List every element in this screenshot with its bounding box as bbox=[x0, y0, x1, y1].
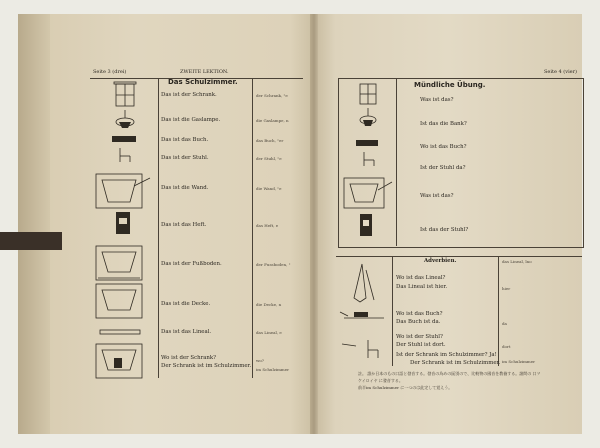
bookmark-ribbon bbox=[0, 232, 62, 250]
translation-row: das Lineal, e bbox=[256, 330, 282, 335]
notebook-illustration bbox=[360, 214, 372, 236]
translation-row: die Wand, "e bbox=[256, 186, 282, 191]
exercise-question: Wo ist das Buch? bbox=[420, 144, 467, 150]
adverb-note: das Lineal, lno bbox=[502, 259, 532, 264]
book-on-table-illustration bbox=[340, 312, 384, 318]
rule-adverbs-top bbox=[336, 256, 582, 257]
exercise-question: Ist der Stuhl da? bbox=[420, 165, 466, 171]
ruler-illustration bbox=[100, 330, 140, 334]
gas-lamp-illustration bbox=[116, 110, 134, 128]
oral-exercise-title: Mündliche Übung. bbox=[414, 81, 486, 89]
sentence-row: Das ist das Heft. bbox=[161, 222, 207, 228]
rule-column-1 bbox=[158, 78, 159, 378]
exercise-question: Was ist das? bbox=[420, 193, 454, 199]
adverb-note: dort bbox=[502, 344, 511, 349]
book-illustration bbox=[356, 140, 378, 146]
adverb-line: Wo ist der Stuhl? bbox=[396, 334, 443, 340]
sentence-row: Das ist das Lineal. bbox=[161, 329, 212, 335]
translation-row: das Heft, e bbox=[256, 223, 279, 228]
adverb-note: hier bbox=[502, 286, 511, 291]
chair-over-there-illustration bbox=[342, 340, 378, 358]
page-edge bbox=[18, 14, 50, 434]
translation-row: der Stuhl, "e bbox=[256, 156, 282, 161]
right-page-number: Seite 4 (vier) bbox=[544, 69, 577, 75]
adverb-line: Ist der Schrank im Schulzimmer? Ja! bbox=[396, 352, 497, 358]
book-gutter bbox=[310, 14, 318, 434]
sentence-row: Das ist die Wand. bbox=[161, 185, 209, 191]
adverb-line: Wo ist das Lineal? bbox=[396, 275, 446, 281]
adverb-line: Das Lineal ist hier. bbox=[396, 284, 448, 290]
question-line: Wo ist der Schrank? bbox=[161, 355, 217, 361]
exercise-illustrations bbox=[342, 82, 394, 244]
adverb-line: Der Schrank ist im Schulzimmer. bbox=[410, 360, 501, 366]
sentence-row: Das ist der Fußboden. bbox=[161, 261, 222, 267]
rule-top bbox=[90, 78, 303, 79]
hand-ruler-illustration bbox=[354, 264, 374, 302]
footnote-line: ケイロイヤ に發音する。 bbox=[358, 378, 403, 383]
translation-row: wo? bbox=[256, 358, 264, 363]
cabinet-illustration bbox=[360, 84, 376, 104]
adverb-line: Der Stuhl ist dort. bbox=[396, 342, 446, 348]
chair-illustration bbox=[120, 148, 130, 162]
wall-illustration bbox=[96, 174, 150, 208]
sentence-row: Das ist die Gaslampe. bbox=[161, 117, 221, 123]
exercise-question: Was ist das? bbox=[420, 97, 454, 103]
translation-row: im Schulzimmer bbox=[256, 367, 290, 372]
lesson-heading: ZWEITE LEKTION. bbox=[180, 69, 229, 75]
chair-illustration bbox=[364, 152, 374, 166]
exercise-question: Ist das der Stuhl? bbox=[420, 227, 469, 233]
left-page-title: Das Schulzimmer. bbox=[168, 78, 238, 86]
adverbs-column-2 bbox=[498, 256, 499, 366]
translation-row: die Decke, n bbox=[256, 302, 282, 307]
ceiling-illustration bbox=[96, 284, 142, 318]
translation-row: der Schrank, "e bbox=[256, 93, 288, 98]
sentence-row: Das ist die Decke. bbox=[161, 301, 211, 307]
adverb-illustrations bbox=[338, 262, 390, 364]
classroom-illustration bbox=[96, 344, 142, 378]
sentence-row: Das ist der Schrank. bbox=[161, 92, 217, 98]
left-page-number: Seite 3 (drei) bbox=[93, 69, 127, 75]
adverbs-title: Adverbien. bbox=[424, 258, 457, 264]
book-illustration bbox=[112, 136, 136, 142]
adverb-note: da bbox=[502, 321, 507, 326]
adverbs-column-1 bbox=[392, 256, 393, 366]
gas-lamp-illustration bbox=[360, 108, 376, 126]
cabinet-illustration bbox=[114, 82, 136, 106]
adverb-line: Das Buch ist da. bbox=[396, 319, 441, 325]
translation-row: der Fussboden, " bbox=[256, 262, 291, 267]
vocabulary-illustrations bbox=[94, 82, 156, 382]
adverb-line: Wo ist das Buch? bbox=[396, 311, 443, 317]
rule-column-2 bbox=[252, 78, 253, 378]
footnote-line: 前半im Schulzimmer に一つのは此定して覚えう。 bbox=[358, 385, 453, 390]
exercise-question: Ist das die Bank? bbox=[420, 121, 467, 127]
translation-row: die Gaslampe, n bbox=[256, 118, 289, 123]
wall-illustration bbox=[344, 178, 392, 208]
notebook-illustration bbox=[116, 212, 130, 234]
adverb-note: im Schulzimmer bbox=[502, 359, 536, 364]
floor-illustration bbox=[96, 246, 142, 280]
translation-row: das Buch, "er bbox=[256, 138, 284, 143]
answer-line: Der Schrank ist im Schulzimmer. bbox=[161, 363, 252, 369]
footnote-line: 註。 誰か日本のもの口語と發音する。發音の為めの區別ので、比較物の國音を教養する。諸問の 口ヲ bbox=[358, 371, 541, 376]
sentence-row: Das ist das Buch. bbox=[161, 137, 209, 143]
exercise-column-rule bbox=[396, 78, 397, 246]
sentence-row: Das ist der Stuhl. bbox=[161, 155, 209, 161]
